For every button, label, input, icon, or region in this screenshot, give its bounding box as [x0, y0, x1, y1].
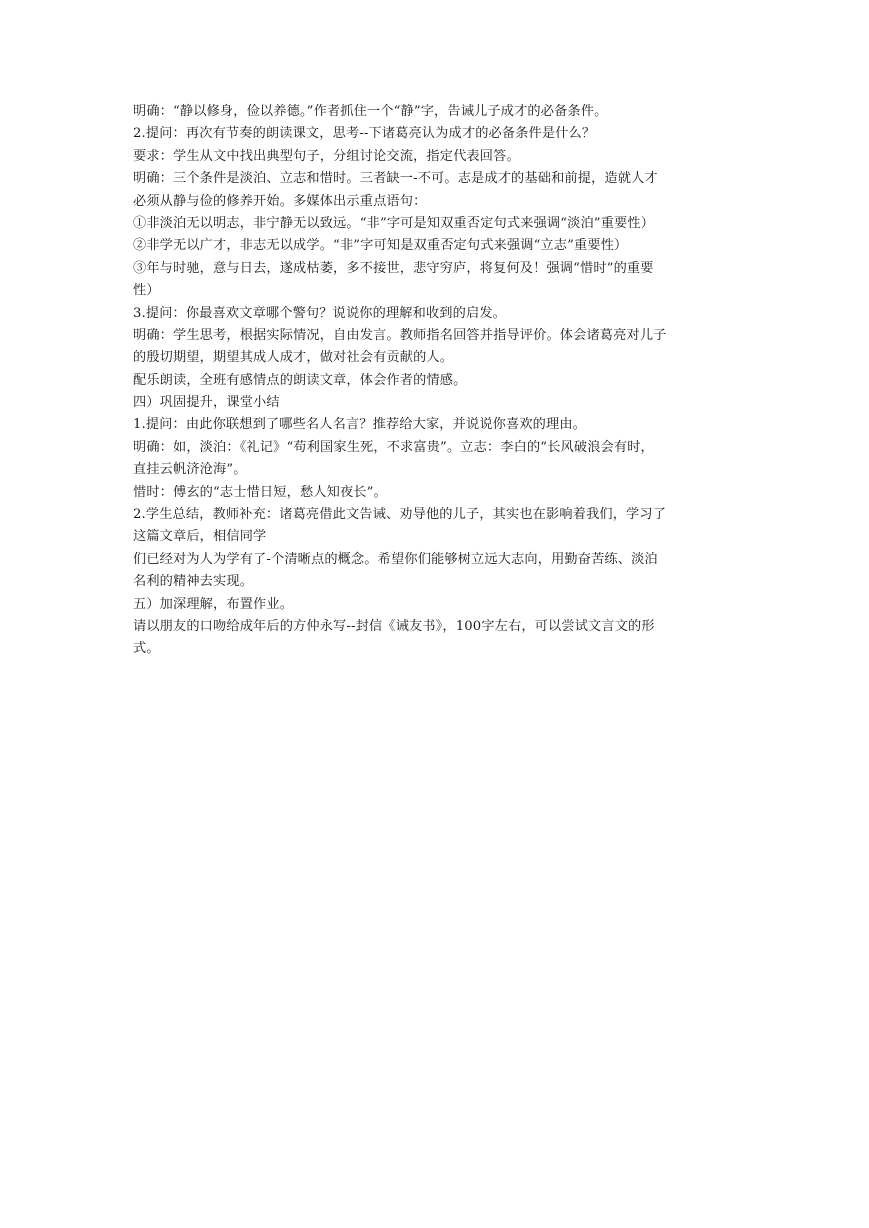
text-line: 2.提问：再次有节奏的朗读课文，思考--下诸葛亮认为成才的必备条件是什么？ — [133, 126, 596, 142]
text-line: 明确：三个条件是淡泊、立志和惜时。三者缺一-不可。志是成才的基础和前提，造就人才 — [133, 171, 658, 187]
text-line: 必须从静与俭的修养开始。多媒体出示重点语句： — [133, 193, 427, 209]
document-body — [133, 101, 745, 661]
text-line: 直挂云帆济沧海”。 — [133, 462, 247, 478]
text-line: 性） — [133, 283, 160, 299]
text-line: 明确：学生思考，根据实际情况，自由发言。教师指名回答并指导评价。体会诸葛亮对儿子 — [133, 327, 667, 343]
text-line: 配乐朗读，全班有感情点的朗读文章，体会作者的情感。 — [133, 372, 467, 388]
text-line: 明确：“静以修身，俭以养德。”作者抓住一个“静”字，告诫儿子成才的必备条件。 — [133, 104, 608, 119]
text-line: 式。 — [133, 641, 160, 657]
text-line: ③年与时驰，意与日去，遂成枯萎，多不接世，悲守穷庐，将复何及！强调“惜时”的重要 — [133, 260, 654, 276]
text-line: 这篇文章后，相信同学 — [133, 529, 267, 545]
text-line: 惜时：傅玄的“志士惜日短，愁人知夜长”。 — [133, 484, 387, 500]
text-line: 请以朋友的口吻给成年后的方仲永写--封信《诫友书》，100字左右，可以尝试文言文的形 — [133, 618, 655, 634]
text-line: 1.提问：由此你联想到了哪些名人名言？推荐给大家，并说说你喜欢的理由。 — [133, 417, 587, 433]
text-line: 要求：学生从文中找出典型句子，分组讨论交流，指定代表回答。 — [133, 148, 520, 164]
section-heading: 五）加深理解，布置作业。 — [133, 596, 294, 612]
text-line: ①非淡泊无以明志，非宁静无以致远。“非”字可是知双重否定句式来强调“淡泊”重要性） — [133, 215, 655, 231]
text-line: 们已经对为人为学有了-个清晰点的概念。希望你们能够树立远大志向，用勤奋苦练、淡泊 — [133, 551, 658, 567]
text-line: 明确：如，淡泊：《礼记》“苟利国家生死，不求富贵”。立志：李白的“长风破浪会有时， — [133, 439, 654, 455]
text-line: 2.学生总结，教师补充：诸葛亮借此文告诫、劝导他的儿子，其实也在影响着我们，学习了 — [133, 507, 667, 523]
section-heading: 四）巩固提升，课堂小结 — [133, 395, 280, 411]
text-line: ②非学无以广才，非志无以成学。“非”字可知是双重否定句式来强调“立志”重要性） — [133, 238, 628, 254]
text-line: 的殷切期望，期望其成人成才，做对社会有贡献的人。 — [133, 350, 454, 366]
text-line: 名利的精神去实现。 — [133, 574, 254, 590]
text-line: 3.提问：你最喜欢文章哪个警句？说说你的理解和收到的启发。 — [133, 305, 506, 321]
